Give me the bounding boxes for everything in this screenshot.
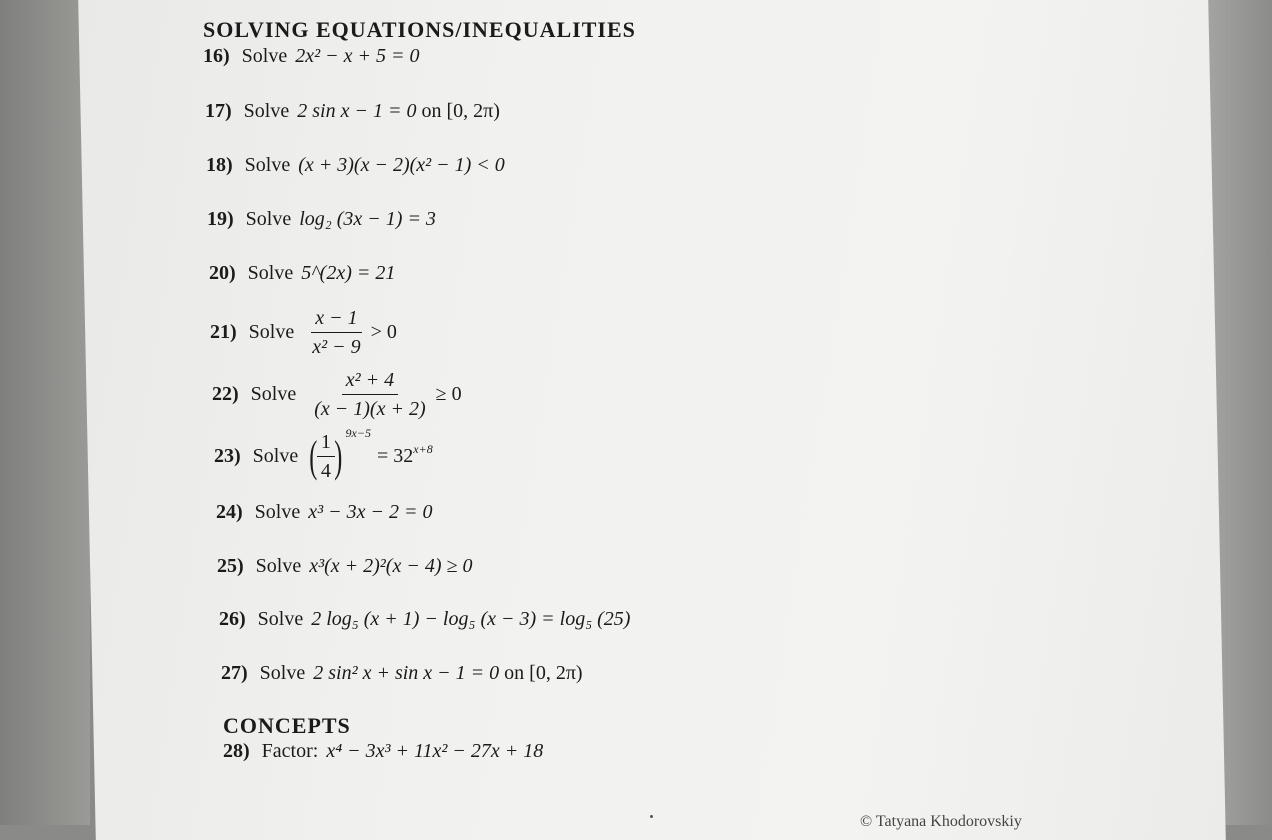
problem-number: 22)	[212, 383, 239, 405]
problem-22	[212, 368, 462, 421]
page-mark	[650, 815, 653, 818]
denominator: x² − 9	[312, 336, 361, 358]
problem-17	[205, 100, 500, 123]
problem-16	[203, 45, 419, 68]
right-paren: )	[334, 431, 343, 481]
problem-number: 28)	[223, 740, 250, 762]
denominator: (x − 1)(x + 2)	[314, 398, 426, 420]
solve-label: Solve	[247, 262, 294, 284]
denominator: 4	[320, 460, 331, 482]
solve-label: Solve	[257, 608, 304, 630]
problem-number: 24)	[216, 501, 243, 523]
section-heading-concepts: CONCEPTS	[223, 713, 351, 738]
expression: x⁴ − 3x³ + 11x² − 27x + 18	[326, 740, 544, 762]
problem-number: 19)	[207, 208, 234, 230]
numerator: x² + 4	[342, 368, 398, 395]
fraction	[317, 430, 335, 483]
interval: on [0, 2π)	[504, 662, 583, 684]
equation: 2 sin² x + sin x − 1 = 0	[313, 662, 500, 684]
solve-label: Solve	[248, 321, 295, 343]
problem-number: 18)	[206, 154, 233, 176]
problem-number: 25)	[217, 555, 244, 577]
solve-label: Solve	[252, 445, 299, 467]
solve-label: Solve	[254, 501, 301, 523]
solve-label: Solve	[259, 662, 306, 684]
solve-label: Solve	[245, 208, 292, 230]
problem-28	[223, 740, 543, 763]
numerator: x − 1	[311, 306, 361, 333]
problem-20	[209, 262, 395, 285]
interval: on [0, 2π)	[421, 100, 500, 122]
equation: log₂ (3x − 1) = 3	[299, 208, 436, 230]
problem-27	[221, 662, 583, 685]
inequality-rhs: > 0	[370, 321, 397, 343]
problem-number: 21)	[210, 321, 237, 343]
equation: x³ − 3x − 2 = 0	[308, 501, 433, 523]
problem-21	[210, 306, 397, 359]
problem-number: 20)	[209, 262, 236, 284]
solve-label: Solve	[243, 100, 290, 122]
equation: 5^(2x) = 21	[301, 262, 396, 284]
solve-label: Solve	[250, 383, 297, 405]
problem-number: 17)	[205, 100, 232, 122]
footer-credit: © Tatyana Khodorovskiy	[860, 813, 1022, 830]
problem-19	[207, 208, 436, 231]
solve-label: Solve	[241, 45, 288, 67]
fraction	[308, 306, 364, 359]
equation: 2x² − x + 5 = 0	[295, 45, 420, 67]
problem-number: 16)	[203, 45, 230, 67]
problem-number: 23)	[214, 445, 241, 467]
problem-18	[206, 154, 505, 177]
equation: x³(x + 2)²(x − 4) ≥ 0	[309, 555, 473, 577]
inequality-rhs: ≥ 0	[435, 383, 462, 405]
numerator: 1	[317, 430, 335, 457]
equation-rhs: = 32	[376, 445, 414, 467]
problem-26	[219, 608, 630, 631]
problem-23	[214, 426, 433, 483]
problem-number: 27)	[221, 662, 248, 684]
section-heading-solving: SOLVING EQUATIONS/INEQUALITIES	[203, 17, 636, 42]
equation: 2 sin x − 1 = 0	[297, 100, 417, 122]
equation: (x + 3)(x − 2)(x² − 1) < 0	[298, 154, 505, 176]
problem-25	[217, 555, 472, 578]
rhs-exponent: x+8	[413, 442, 433, 456]
factor-label: Factor:	[261, 740, 319, 762]
equation: 2 log₅ (x + 1) − log₅ (x − 3) = log₅ (25)	[311, 608, 631, 630]
exponent: 9x−5	[345, 426, 371, 440]
solve-label: Solve	[244, 154, 291, 176]
left-paren: (	[309, 431, 318, 481]
fraction	[310, 368, 429, 421]
solve-label: Solve	[255, 555, 302, 577]
problem-number: 26)	[219, 608, 246, 630]
problem-24	[216, 501, 432, 524]
